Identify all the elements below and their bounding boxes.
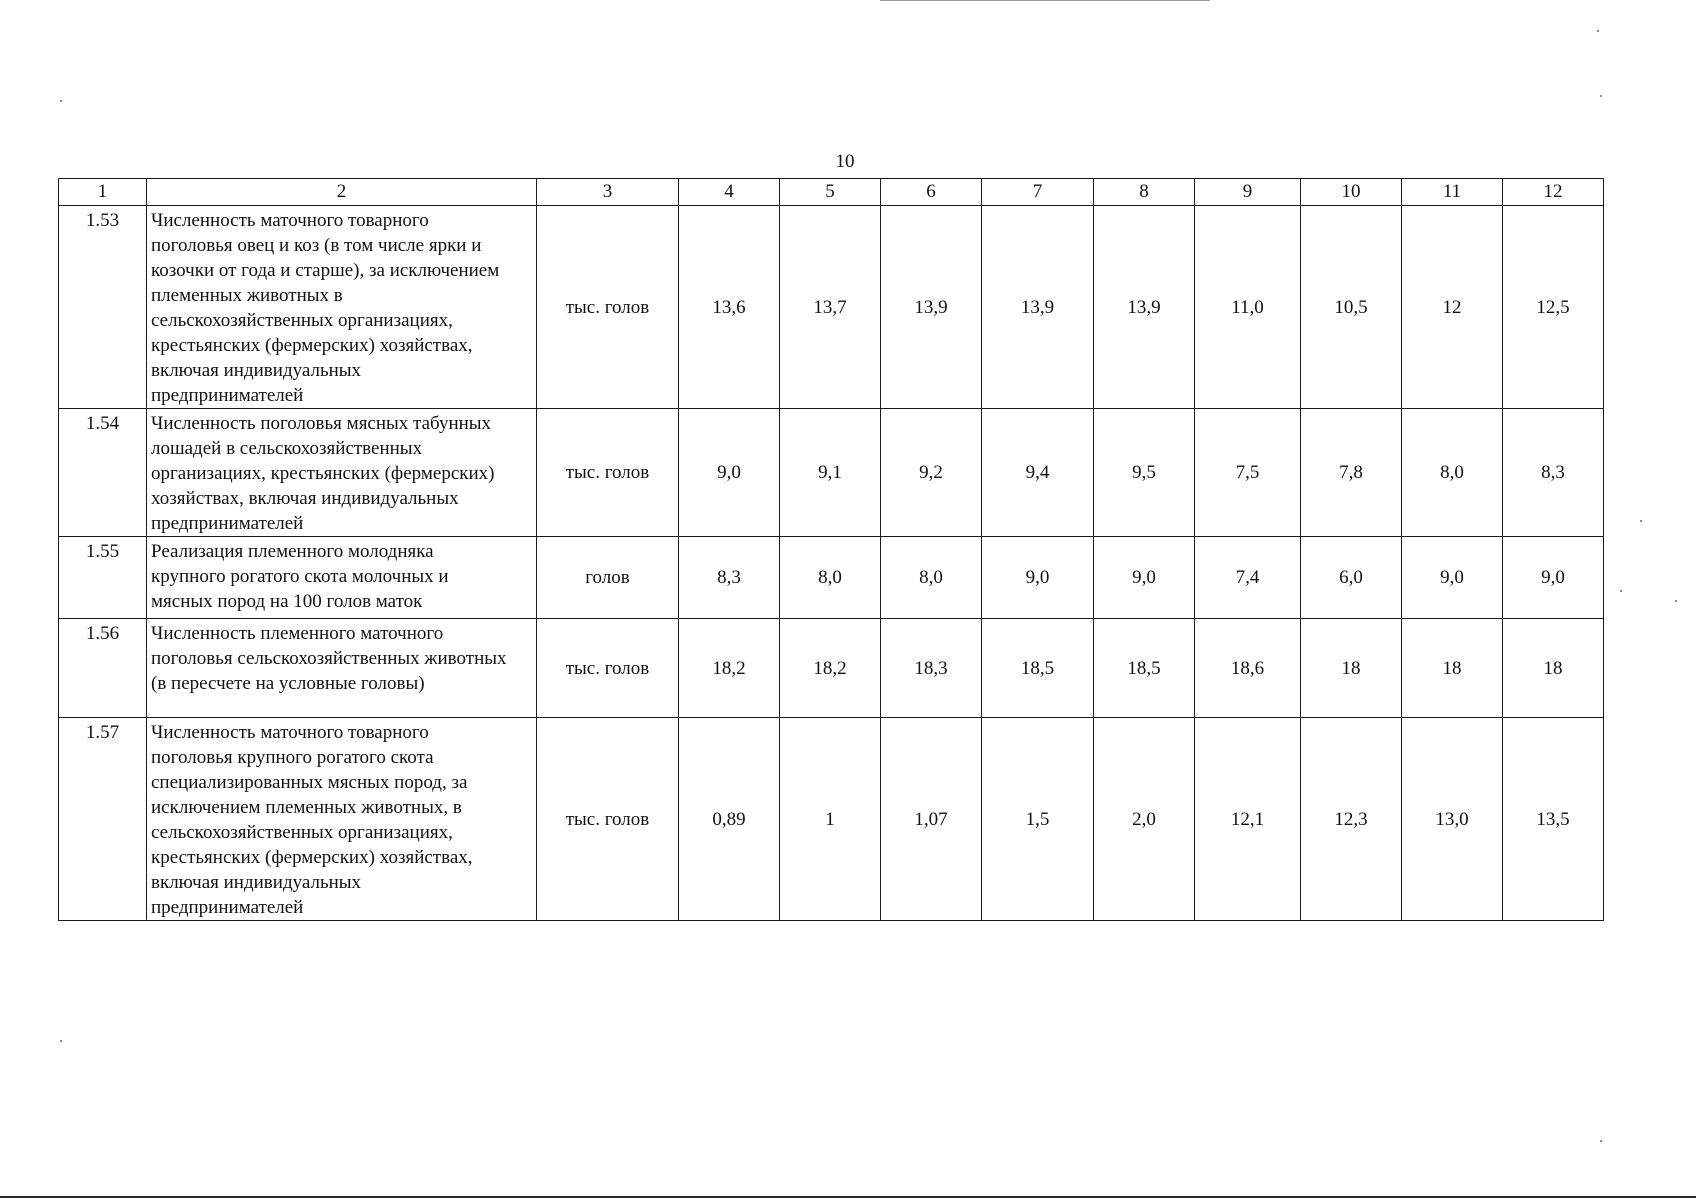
column-number-7: 7 <box>982 179 1094 206</box>
indicator-name-line: поголовья овец и коз (в том числе ярки и <box>151 235 482 256</box>
row-number-cell: 1.54 <box>59 409 147 537</box>
scan-speck <box>1600 1140 1602 1142</box>
value-cell-col-10: 7,8 <box>1301 409 1402 537</box>
column-number-4: 4 <box>679 179 780 206</box>
indicator-name-line: козочки от года и старше), за исключением <box>151 260 500 281</box>
indicator-name-line: организациях, крестьянских (фермерских) <box>151 463 495 484</box>
indicator-name-line: поголовья крупного рогатого скота <box>151 747 434 768</box>
indicator-name-line: включая индивидуальных <box>151 872 362 893</box>
unit-cell: тыс. голов <box>537 206 679 409</box>
value-cell-col-4: 0,89 <box>679 718 780 921</box>
value-cell-col-8: 18,5 <box>1094 619 1195 718</box>
value-cell-col-6: 8,0 <box>881 537 982 619</box>
value-cell-col-4: 13,6 <box>679 206 780 409</box>
value-cell-col-12: 18 <box>1503 619 1604 718</box>
value-cell-col-6: 18,3 <box>881 619 982 718</box>
value-cell-col-7: 9,0 <box>982 537 1094 619</box>
table-row <box>59 409 1604 537</box>
value-cell-col-5: 9,1 <box>780 409 881 537</box>
row-number-cell: 1.56 <box>59 619 147 718</box>
scan-speck <box>1620 590 1622 592</box>
indicator-name-line: племенных животных в <box>151 285 343 306</box>
value-cell-col-11: 9,0 <box>1402 537 1503 619</box>
value-cell-col-10: 18 <box>1301 619 1402 718</box>
column-numbers-row <box>59 179 1604 206</box>
indicator-name-line: (в пересчете на условные головы) <box>151 673 425 694</box>
value-cell-col-6: 13,9 <box>881 206 982 409</box>
column-number-11: 11 <box>1402 179 1503 206</box>
indicator-name-cell <box>147 718 537 921</box>
indicator-name-line: Численность маточного товарного <box>151 210 429 231</box>
indicator-name-line: сельскохозяйственных организациях, <box>151 822 453 843</box>
column-number-8: 8 <box>1094 179 1195 206</box>
value-cell-col-4: 9,0 <box>679 409 780 537</box>
value-cell-col-10: 12,3 <box>1301 718 1402 921</box>
page-number: 10 <box>835 151 855 172</box>
indicator-name-line: включая индивидуальных <box>151 360 362 381</box>
value-cell-col-9: 11,0 <box>1195 206 1301 409</box>
table-body <box>59 179 1604 921</box>
scan-speck <box>1675 600 1677 602</box>
indicator-name-line: предпринимателей <box>151 897 304 918</box>
column-number-2: 2 <box>147 179 537 206</box>
value-cell-col-6: 9,2 <box>881 409 982 537</box>
indicator-name-cell <box>147 537 537 619</box>
value-cell-col-7: 9,4 <box>982 409 1094 537</box>
value-cell-col-10: 6,0 <box>1301 537 1402 619</box>
value-cell-col-8: 2,0 <box>1094 718 1195 921</box>
indicator-name-line: Численность маточного товарного <box>151 722 429 743</box>
indicator-name-line: специализированных мясных пород, за <box>151 772 468 793</box>
value-cell-col-11: 8,0 <box>1402 409 1503 537</box>
indicator-name-line: лошадей в сельскохозяйственных <box>151 438 423 459</box>
column-number-10: 10 <box>1301 179 1402 206</box>
value-cell-col-11: 18 <box>1402 619 1503 718</box>
indicator-name-line: предпринимателей <box>151 385 304 406</box>
scan-speck <box>60 1040 62 1042</box>
unit-cell: тыс. голов <box>537 619 679 718</box>
indicator-name-line: крестьянских (фермерских) хозяйствах, <box>151 335 473 356</box>
indicator-name-cell <box>147 409 537 537</box>
value-cell-col-7: 1,5 <box>982 718 1094 921</box>
row-number-cell: 1.53 <box>59 206 147 409</box>
indicator-name-line: хозяйствах, включая индивидуальных <box>151 488 459 509</box>
value-cell-col-7: 13,9 <box>982 206 1094 409</box>
value-cell-col-5: 18,2 <box>780 619 881 718</box>
column-number-1: 1 <box>59 179 147 206</box>
scan-edge-bottom <box>0 1196 1696 1198</box>
value-cell-col-4: 8,3 <box>679 537 780 619</box>
value-cell-col-6: 1,07 <box>881 718 982 921</box>
value-cell-col-11: 13,0 <box>1402 718 1503 921</box>
indicator-name-line: поголовья сельскохозяйственных животных <box>151 648 507 669</box>
value-cell-col-11: 12 <box>1402 206 1503 409</box>
indicator-name-line: крестьянских (фермерских) хозяйствах, <box>151 847 473 868</box>
scan-speck <box>1597 30 1599 32</box>
table-row <box>59 537 1604 619</box>
indicator-name-line: исключением племенных животных, в <box>151 797 462 818</box>
row-number-cell: 1.57 <box>59 718 147 921</box>
value-cell-col-9: 18,6 <box>1195 619 1301 718</box>
value-cell-col-5: 8,0 <box>780 537 881 619</box>
scan-speck <box>1640 520 1642 522</box>
column-number-9: 9 <box>1195 179 1301 206</box>
value-cell-col-9: 12,1 <box>1195 718 1301 921</box>
column-number-6: 6 <box>881 179 982 206</box>
scan-speck <box>1600 95 1602 97</box>
indicator-name-line: Численность поголовья мясных табунных <box>151 413 492 434</box>
row-number-cell: 1.55 <box>59 537 147 619</box>
column-number-5: 5 <box>780 179 881 206</box>
indicator-name-cell <box>147 206 537 409</box>
table-row <box>59 619 1604 718</box>
unit-cell: тыс. голов <box>537 718 679 921</box>
value-cell-col-12: 12,5 <box>1503 206 1604 409</box>
value-cell-col-10: 10,5 <box>1301 206 1402 409</box>
value-cell-col-12: 9,0 <box>1503 537 1604 619</box>
column-number-3: 3 <box>537 179 679 206</box>
value-cell-col-9: 7,4 <box>1195 537 1301 619</box>
scan-edge-top <box>880 0 1210 1</box>
scan-speck <box>60 100 62 102</box>
indicator-name-line: предпринимателей <box>151 513 304 534</box>
indicator-name-line: сельскохозяйственных организациях, <box>151 310 453 331</box>
value-cell-col-12: 13,5 <box>1503 718 1604 921</box>
unit-cell: голов <box>537 537 679 619</box>
value-cell-col-12: 8,3 <box>1503 409 1604 537</box>
indicator-name-line: Численность племенного маточного <box>151 623 444 644</box>
value-cell-col-4: 18,2 <box>679 619 780 718</box>
value-cell-col-5: 1 <box>780 718 881 921</box>
column-number-12: 12 <box>1503 179 1604 206</box>
indicators-table <box>58 178 1604 921</box>
value-cell-col-8: 9,5 <box>1094 409 1195 537</box>
indicator-name-cell <box>147 619 537 718</box>
value-cell-col-8: 9,0 <box>1094 537 1195 619</box>
value-cell-col-8: 13,9 <box>1094 206 1195 409</box>
table-row <box>59 206 1604 409</box>
indicator-name-line: мясных пород на 100 голов маток <box>151 591 423 612</box>
value-cell-col-5: 13,7 <box>780 206 881 409</box>
table-row <box>59 718 1604 921</box>
unit-cell: тыс. голов <box>537 409 679 537</box>
value-cell-col-7: 18,5 <box>982 619 1094 718</box>
indicator-name-line: Реализация племенного молодняка <box>151 541 434 562</box>
value-cell-col-9: 7,5 <box>1195 409 1301 537</box>
indicator-name-line: крупного рогатого скота молочных и <box>151 566 449 587</box>
